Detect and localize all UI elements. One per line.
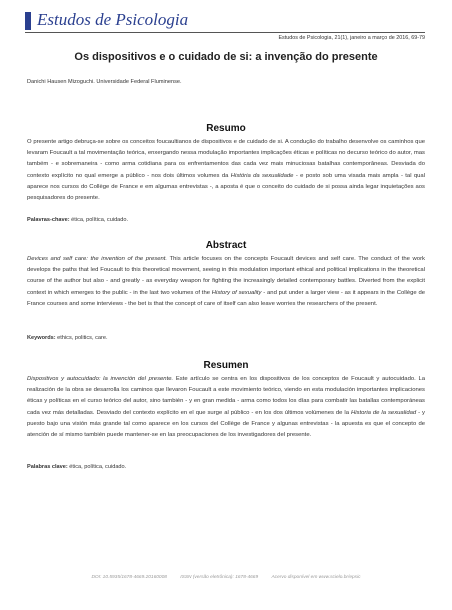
- resumen-text-part-a: Este artículo se centra en los dispositivos de los conceptos de Foucault y autocuidado. La realización de la obra se desarrolla los caminos que llevaron Foucault a este movimiento teórico, viendo en esta modulación importantes implicaciones éticas y políticas en el curso teórico del autor, sino también - y en gran medida - arma como todos los días para combatir las batallas contemporáneas cada vez más detalladas. Desviado del contexto explícito en el que surge al público - en los dos últimos volúmenes de la: [27, 376, 426, 416]
- page-footer: [0, 575, 452, 580]
- abstract-keywords-value: ethics, politics, care.: [55, 335, 108, 341]
- journal-citation: Estudos de Psicologia, 21(1), janeiro a março de 2016, 69-79: [278, 35, 425, 41]
- journal-title: Estudos de Psicologia: [37, 10, 189, 29]
- resumen-heading: Resumen: [203, 360, 249, 371]
- resumo-text: [27, 137, 425, 204]
- resumen-title-italic: Dispositivos y autocuidado: la invención del presente.: [27, 376, 174, 382]
- resumen-keywords: [27, 464, 425, 470]
- abstract-text-part-b: - and put under a larger view - as it appears in the Collège de France courses and some interviews - the bet is that the concept of care of itself can also leave worries the researchers of the present.: [27, 289, 426, 307]
- resumo-text-part-a: O presente artigo debruça-se sobre os conceitos foucaultianos de dispositivos e de cuidado de si. A condução do trabalho desenvolve os caminhos que levaram Foucault a tal movimentação teórica, enxergando nessa modulação importantes implicações éticas e políticas no decurso teórico do autor, mas também - e sobremaneira - como arma cotidiana para os enfrentamentos das cada vez mais minuciosas batalhas contemporâneas. Desviada do contexto explícito no qual emerge a público - nos dois últimos volumes da: [27, 139, 425, 179]
- journal-brand-bar: [25, 12, 31, 30]
- abstract-text-italic: History of sexuality: [211, 289, 262, 296]
- abstract-heading: Abstract: [205, 240, 247, 251]
- abstract-title-italic: Devices and self care: the invention of the present.: [27, 256, 168, 262]
- resumo-heading: Resumo: [206, 123, 246, 134]
- footer-issn: ISSN (versão eletrônica): 1678-4669: [180, 575, 259, 580]
- footer-doi: DOI: 10.5935/1678-4669.20160008: [91, 575, 167, 580]
- abstract-text: [27, 254, 425, 310]
- resumo-keywords: [27, 217, 425, 223]
- article-title: Os dispositivos e o cuidado de si: a invenção do presente: [74, 51, 378, 63]
- resumo-keywords-value: ética, política, cuidado.: [69, 217, 129, 223]
- journal-header: [25, 10, 425, 33]
- footer-access: Acervo disponível em www.scielo.br/epsic: [271, 575, 361, 580]
- resumen-text: [27, 374, 425, 441]
- abstract-keywords-label: Keywords:: [27, 335, 56, 341]
- resumen-keywords-label: Palabras clave:: [27, 464, 68, 470]
- resumen-text-part-b: - y puesto bajo una visión más grande tal como aparece en los cursos del Collège de France y algunas entrevistas - la apuesta es que el concepto de atención de sí mismo también puede mantener-se en las preocupaciones de los investigadores del presente.: [27, 409, 426, 439]
- resumo-text-part-b: - e posto sob uma visada mais ampla - tal qual aparece nos cursos do Collège de France e em algumas entrevistas -, a aposta é que o conceito do cuidado de si possa ainda legar inquietações aos pesquisadores do presente.: [27, 172, 426, 202]
- resumen-text-italic: Historia de la sexualidad: [350, 409, 417, 416]
- article-authors: Danichi Hausen Mizoguchi. Universidade Federal Fluminense.: [27, 79, 182, 85]
- resumen-keywords-value: ética, política, cuidado.: [67, 464, 127, 470]
- resumo-keywords-label: Palavras-chave:: [27, 217, 70, 223]
- resumo-text-italic: História da sexualidade: [230, 172, 294, 179]
- abstract-text-part-a: This article focuses on the concepts Foucault devices and self care. The conduct of the work develops the paths that led Foucault to this theoretical movement, seeing in this modulation important ethical and political implications in the theoretical course of the author but also - and greatly - as everyday weapon for fighting the increasingly detailed contemporary battles. Diverted from the explicit context in which emerges to the public - in the last two volumes of the: [27, 256, 425, 296]
- abstract-keywords: [27, 335, 425, 341]
